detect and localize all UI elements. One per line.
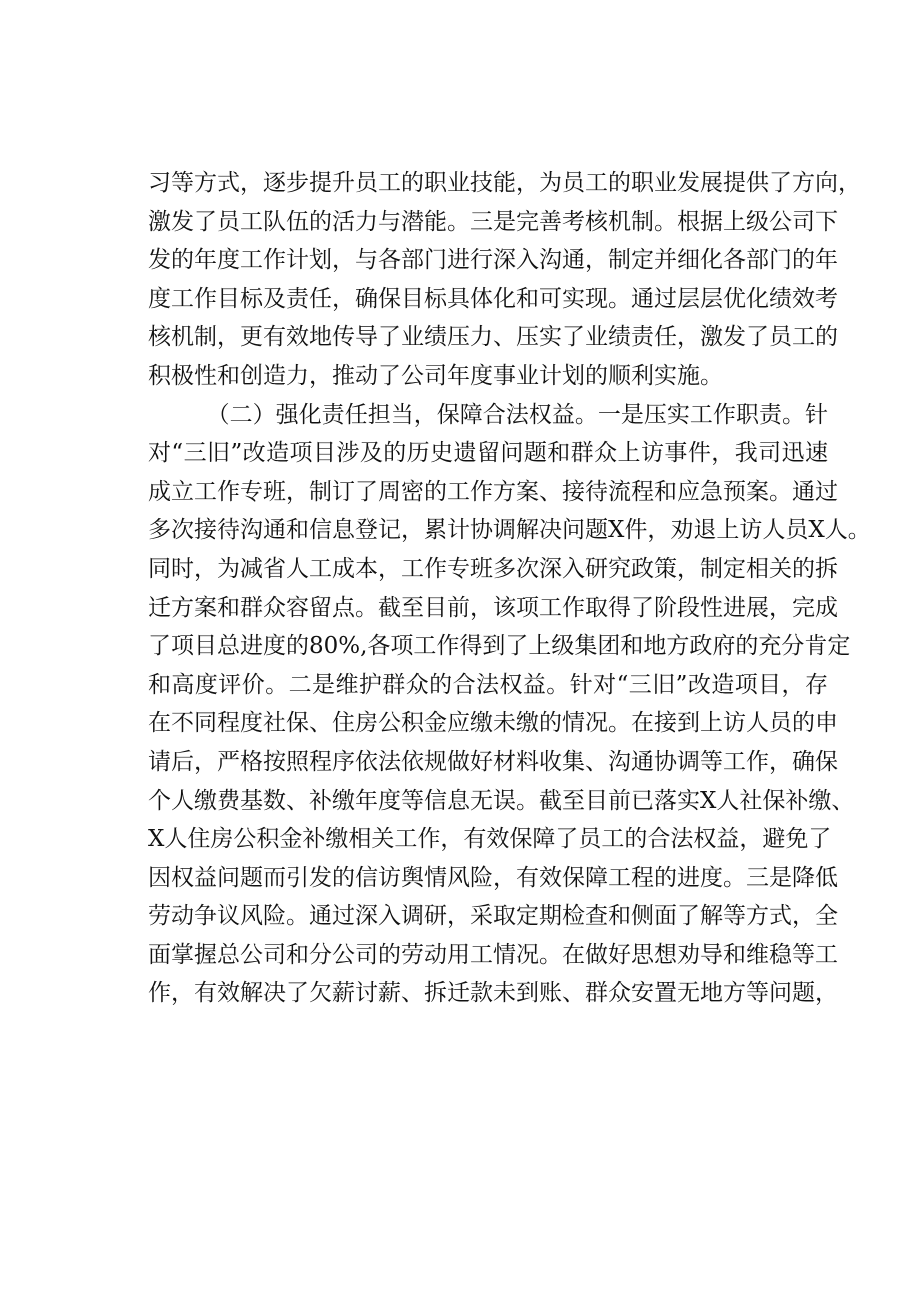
body-text: [148, 164, 871, 1013]
text-line: 激发了员工队伍的活力与潜能。三是完善考核机制。根据上级公司下: [148, 208, 838, 235]
text-line: 和高度评价。二是维护群众的合法权益。针对“三旧”改造项目，存: [148, 671, 828, 698]
text-line: 迁方案和群众容留点。截至目前，该项工作取得了阶段性进展，完成: [148, 594, 838, 621]
section-heading-line: （二）强化责任担当，保障合法权益。一是压实工作职责。针: [148, 401, 828, 428]
text-line: 劳动争议风险。通过深入调研，采取定期检查和侧面了解等方式，全: [148, 903, 838, 930]
text-line: 在不同程度社保、住房公积金应缴未缴的情况。在接到上访人员的申: [148, 710, 838, 737]
text-line: 对“三旧”改造项目涉及的历史遗留问题和群众上访事件，我司迅速: [148, 440, 828, 467]
text-line: 多次接待沟通和信息登记，累计协调解决问题X件，劝退上访人员X人。: [148, 517, 871, 544]
text-line: 因权益问题而引发的信访舆情风险，有效保障工程的进度。三是降低: [148, 864, 838, 891]
text-line: X人住房公积金补缴相关工作，有效保障了员工的合法权益，避免了: [148, 826, 832, 853]
text-line: 度工作目标及责任，确保目标具体化和可实现。通过层层优化绩效考: [148, 285, 838, 312]
text-line: 请后，严格按照程序依法依规做好材料收集、沟通协调等工作，确保: [148, 748, 838, 775]
text-line: 同时，为减省人工成本，工作专班多次深入研究政策，制定相关的拆: [148, 555, 838, 582]
text-line: 了项目总进度的80%,各项工作得到了上级集团和地方政府的充分肯定: [148, 633, 851, 660]
text-line: 作，有效解决了欠薪讨薪、拆迁款未到账、群众安置无地方等问题，: [148, 980, 838, 1007]
text-line: 面掌握总公司和分公司的劳动用工情况。在做好思想劝导和维稳等工: [148, 941, 838, 968]
text-line: 习等方式，逐步提升员工的职业技能，为员工的职业发展提供了方向，: [148, 170, 861, 196]
text-line: 积极性和创造力，推动了公司年度事业计划的顺利实施。: [148, 362, 723, 389]
text-line: 成立工作专班，制订了周密的工作方案、接待流程和应急预案。通过: [148, 478, 838, 505]
text-line: 核机制，更有效地传导了业绩压力、压实了业绩责任，激发了员工的: [148, 324, 838, 351]
text-line: 个人缴费基数、补缴年度等信息无误。截至目前已落实X人社保补缴、: [148, 787, 855, 814]
text-line: 发的年度工作计划，与各部门进行深入沟通，制定并细化各部门的年: [148, 247, 838, 274]
